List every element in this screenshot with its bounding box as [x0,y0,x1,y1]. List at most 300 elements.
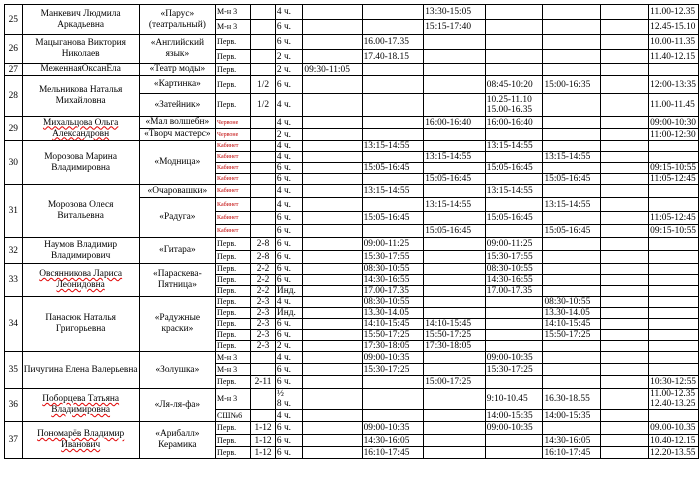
group-year: 2-2 [251,275,276,286]
time-cell [601,185,649,198]
time-cell [303,238,362,251]
hours: 6 ч. [275,319,303,330]
time-cell [649,364,699,376]
time-cell [543,251,601,264]
time-cell: 14:10-15:45 [543,319,601,330]
time-cell: 15:30-17:25 [362,364,424,376]
group-year [251,225,276,238]
time-cell [424,264,486,275]
time-cell [303,174,362,185]
time-cell [543,50,601,64]
time-cell: 15:30-17:25 [485,364,543,376]
time-cell [424,76,486,94]
time-cell: 13:15-14:55 [543,198,601,212]
time-cell: 12:00-13:35 [649,76,699,94]
teacher-name: Морозова Марина Владимировна [22,141,139,185]
time-cell [303,141,362,152]
location: Перв. [216,50,251,64]
time-cell [649,308,699,319]
table-row [5,389,699,410]
hours: 6 ч. [275,212,303,225]
table-row [5,76,699,94]
time-cell [601,410,649,422]
time-cell: 09.00-10.35 [649,422,699,435]
time-cell [543,117,601,129]
time-cell: 14:00-15:35 [543,410,601,422]
time-cell: 15:05-16:45 [543,174,601,185]
time-cell [601,198,649,212]
time-cell: 09:15-10:55 [649,225,699,238]
time-cell [601,376,649,389]
time-cell [424,163,486,174]
time-cell: 12.20-13.55 [649,447,699,459]
time-cell [424,94,486,117]
location: М-н 3 [216,5,251,20]
location: Кабинет [216,212,251,225]
row-number: 36 [5,389,23,422]
hours: 6 ч. [275,76,303,94]
table-row [5,185,699,198]
time-cell: 08:45-10:20 [485,76,543,94]
hours: 6 ч. [275,35,303,50]
hours: 2 ч. [275,64,303,76]
time-cell: 11:05-12:45 [649,212,699,225]
time-cell [303,447,362,459]
hours: 4 ч. [275,185,303,198]
time-cell [303,152,362,163]
row-number: 34 [5,297,23,352]
hours: 6 ч. [275,364,303,376]
time-cell: 13:15-14:55 [485,185,543,198]
time-cell [485,50,543,64]
location: Перв. [216,308,251,319]
program-name: «Творч мастерс» [139,129,215,141]
time-cell [424,364,486,376]
location: Кабинет [216,152,251,163]
time-cell: 09:00-11:25 [362,238,424,251]
time-cell: 15:00-17:25 [424,376,486,389]
time-cell: 16:00-16:40 [485,117,543,129]
time-cell: 13:15-14:55 [543,152,601,163]
time-cell [303,163,362,174]
location: Перв. [216,286,251,297]
time-cell [362,152,424,163]
time-cell [601,141,649,152]
time-cell: 15:05-16:45 [485,212,543,225]
time-cell [601,20,649,35]
time-cell [424,275,486,286]
time-cell [303,308,362,319]
time-cell [601,330,649,341]
time-cell [543,20,601,35]
time-cell: 12.45-15.10 [649,20,699,35]
group-year: 2-2 [251,286,276,297]
hours: 6 ч. [275,163,303,174]
time-cell [543,163,601,174]
time-cell [485,5,543,20]
location: Перв. [216,422,251,435]
group-year [251,198,276,212]
location: Перв. [216,76,251,94]
hours: 6 ч. [275,251,303,264]
time-cell: 08:30-10:55 [543,297,601,308]
location: Кабинет [216,163,251,174]
time-cell [362,117,424,129]
location: Перв. [216,94,251,117]
time-cell [649,251,699,264]
time-cell [362,410,424,422]
time-cell [362,64,424,76]
row-number: 37 [5,422,23,459]
time-cell [303,364,362,376]
hours: 4 ч. [275,94,303,117]
time-cell [485,198,543,212]
teacher-name: Пичугина Елена Валерьевна [22,352,139,389]
group-year: 2-3 [251,341,276,352]
time-cell [424,129,486,141]
group-year [251,352,276,364]
location: Перв. [216,341,251,352]
time-cell [649,297,699,308]
location: Перв. [216,376,251,389]
hours: 6 ч. [275,264,303,275]
time-cell [485,35,543,50]
time-cell [303,129,362,141]
group-year [251,129,276,141]
location: Червоне [216,129,251,141]
time-cell [543,352,601,364]
time-cell: 16:00-16:40 [424,117,486,129]
hours: 4 ч. [275,5,303,20]
hours: 4 ч. [275,141,303,152]
time-cell: 09:00-11:25 [485,238,543,251]
time-cell [485,330,543,341]
time-cell: 14:30-16:05 [543,435,601,447]
time-cell: 17.00-17.35 [362,286,424,297]
time-cell: 11:05-12:45 [649,174,699,185]
time-cell: 13:15-14:55 [424,152,486,163]
teacher-name: Поборцева Татьяна Владимировна [22,389,139,422]
time-cell [601,286,649,297]
table-row [5,35,699,50]
time-cell: 15:05-16:45 [485,163,543,174]
time-cell [485,319,543,330]
row-number: 33 [5,264,23,297]
time-cell [303,389,362,410]
time-cell [485,447,543,459]
time-cell [601,64,649,76]
time-cell [362,129,424,141]
time-cell [601,163,649,174]
group-year: 2-3 [251,308,276,319]
hours: 4 ч. [275,352,303,364]
time-cell [543,286,601,297]
program-name: «Гитара» [139,238,215,264]
group-year [251,117,276,129]
time-cell: 11.00-12.35 [649,5,699,20]
time-cell [424,308,486,319]
time-cell: 09:00-10:35 [362,352,424,364]
group-year: 2-3 [251,330,276,341]
group-year: 1/2 [251,94,276,117]
time-cell [362,198,424,212]
time-cell: 13:15-14:55 [362,141,424,152]
hours: 4 ч. [275,410,303,422]
time-cell [485,64,543,76]
time-cell [543,35,601,50]
location: СШ№6 [216,410,251,422]
time-cell [424,422,486,435]
group-year [251,35,276,50]
group-year: 2-8 [251,251,276,264]
time-cell: 15:05-16:45 [424,225,486,238]
group-year [251,152,276,163]
hours: Инд. [275,286,303,297]
program-name: «Затейник» [139,94,215,117]
hours: 6 ч. [275,20,303,35]
time-cell [601,129,649,141]
time-cell [543,5,601,20]
time-cell: 09:00-10:35 [362,422,424,435]
group-year: 2-3 [251,319,276,330]
time-cell [303,185,362,198]
time-cell [362,389,424,410]
hours: 2 ч. [275,341,303,352]
time-cell [649,185,699,198]
time-cell: 10:30-12:55 [649,376,699,389]
time-cell [543,422,601,435]
time-cell: 13:30-15:05 [424,5,486,20]
time-cell: 16.30-18.55 [543,389,601,410]
time-cell [424,141,486,152]
location: Перв. [216,251,251,264]
time-cell [424,352,486,364]
time-cell: 14:30-16:55 [485,275,543,286]
group-year [251,5,276,20]
time-cell [303,330,362,341]
time-cell [303,20,362,35]
time-cell [303,94,362,117]
time-cell [303,5,362,20]
time-cell: 16:10-17:45 [543,447,601,459]
row-number: 29 [5,117,23,141]
group-year [251,174,276,185]
time-cell: 14:30-16:55 [362,275,424,286]
time-cell: 9:10-10.45 [485,389,543,410]
time-cell: 13:15-14:55 [485,141,543,152]
time-cell [601,364,649,376]
row-number: 27 [5,64,23,76]
teacher-name: Михальцова Ольга Александровн [22,117,139,141]
time-cell [303,225,362,238]
time-cell [649,264,699,275]
time-cell [362,174,424,185]
time-cell [485,341,543,352]
group-year: 1-12 [251,435,276,447]
time-cell: 09:30-11:05 [303,64,362,76]
teacher-name: Овсянникова Лариса Леонидовна [22,264,139,297]
program-name: «Параскева-Пятница» [139,264,215,297]
row-number: 30 [5,141,23,185]
time-cell [424,185,486,198]
time-cell: 16.00-17.35 [362,35,424,50]
time-cell [485,225,543,238]
time-cell [601,50,649,64]
program-name: «Арибалл» Керамика [139,422,215,459]
location: М-н 3 [216,364,251,376]
group-year [251,364,276,376]
hours: 6 ч. [275,330,303,341]
time-cell: 11:00-12:30 [649,129,699,141]
group-year [251,389,276,410]
time-cell [303,76,362,94]
group-year: 2-3 [251,297,276,308]
time-cell [601,447,649,459]
time-cell [649,319,699,330]
time-cell [543,141,601,152]
time-cell [303,341,362,352]
time-cell: 10.25-11.10 15.00-16.35 [485,94,543,117]
time-cell [424,64,486,76]
time-cell [601,319,649,330]
hours: 2 ч. [275,129,303,141]
program-name: «Картинка» [139,76,215,94]
location: М-н 3 [216,389,251,410]
teacher-name: Манкевич Людмила Аркадьевна [22,5,139,35]
location: Перв. [216,275,251,286]
time-cell: 14:10-15:45 [362,319,424,330]
time-cell [362,376,424,389]
time-cell [303,212,362,225]
teacher-name: Наумов Владимир Владимирович [22,238,139,264]
time-cell: 13.30-14.05 [362,308,424,319]
group-year [251,163,276,174]
group-year: 2-2 [251,264,276,275]
time-cell: 10.00-11.35 [649,35,699,50]
location: Перв. [216,297,251,308]
row-number: 31 [5,185,23,238]
location: М-н 3 [216,352,251,364]
time-cell: 09:00-10:35 [485,422,543,435]
group-year: 1-12 [251,447,276,459]
program-name: «Радуга» [139,198,215,238]
time-cell [424,286,486,297]
location: М-н 3 [216,20,251,35]
location: Перв. [216,319,251,330]
time-cell [303,376,362,389]
time-cell [362,5,424,20]
group-year: 2-11 [251,376,276,389]
time-cell [543,238,601,251]
time-cell [303,422,362,435]
time-cell: 11.00-12.35 12.40-13.25 [649,389,699,410]
time-cell [424,212,486,225]
row-number: 32 [5,238,23,264]
table-row [5,422,699,435]
program-name: «Очаровашки» [139,185,215,198]
time-cell [601,297,649,308]
time-cell [601,251,649,264]
time-cell [601,225,649,238]
time-cell: 15:50-17:25 [424,330,486,341]
program-name: «Радужные краски» [139,297,215,352]
time-cell [543,264,601,275]
time-cell [543,64,601,76]
time-cell [424,251,486,264]
time-cell: 15:05-16:45 [362,212,424,225]
time-cell: 15:30-17:55 [485,251,543,264]
teacher-name: Панасюк Наталья Григорьевна [22,297,139,352]
hours: 4 ч. [275,198,303,212]
time-cell [601,341,649,352]
time-cell [303,264,362,275]
time-cell [601,435,649,447]
time-cell [485,435,543,447]
time-cell [485,129,543,141]
time-cell [601,352,649,364]
hours: 2 ч. [275,50,303,64]
time-cell [601,308,649,319]
time-cell: 17:30-18:05 [424,341,486,352]
hours: 6 ч. [275,422,303,435]
time-cell: 09:00-10:35 [485,352,543,364]
time-cell: 15:50-17:25 [543,330,601,341]
hours: 6 ч. [275,376,303,389]
time-cell [543,275,601,286]
teacher-name: МеженнаяОксанЕла [22,64,139,76]
group-year [251,141,276,152]
time-cell [649,238,699,251]
time-cell [649,152,699,163]
table-row [5,352,699,364]
time-cell: 15:30-17:55 [362,251,424,264]
time-cell [424,410,486,422]
time-cell: 14:00-15:35 [485,410,543,422]
time-cell [601,422,649,435]
time-cell [303,251,362,264]
time-cell [303,35,362,50]
hours: 4 ч. [275,152,303,163]
location: Перв. [216,35,251,50]
group-year [251,185,276,198]
table-row [5,5,699,20]
group-year [251,20,276,35]
time-cell [362,76,424,94]
time-cell: 14:30-16:05 [362,435,424,447]
table-row [5,141,699,152]
time-cell [649,352,699,364]
time-cell [649,141,699,152]
time-cell: 10.40-12.15 [649,435,699,447]
time-cell [543,185,601,198]
row-number: 25 [5,5,23,35]
location: Червоне [216,117,251,129]
program-name: «Мал волшебн» [139,117,215,129]
group-year: 1/2 [251,76,276,94]
time-cell [303,286,362,297]
time-cell [485,174,543,185]
location: Перв. [216,435,251,447]
time-cell: 13:15-14:55 [424,198,486,212]
location: Кабинет [216,141,251,152]
table-row [5,238,699,251]
time-cell [601,94,649,117]
group-year: 1-12 [251,422,276,435]
time-cell: 15:15-17:40 [424,20,486,35]
time-cell: 09:00-10:30 [649,117,699,129]
table-row [5,117,699,129]
time-cell [424,35,486,50]
